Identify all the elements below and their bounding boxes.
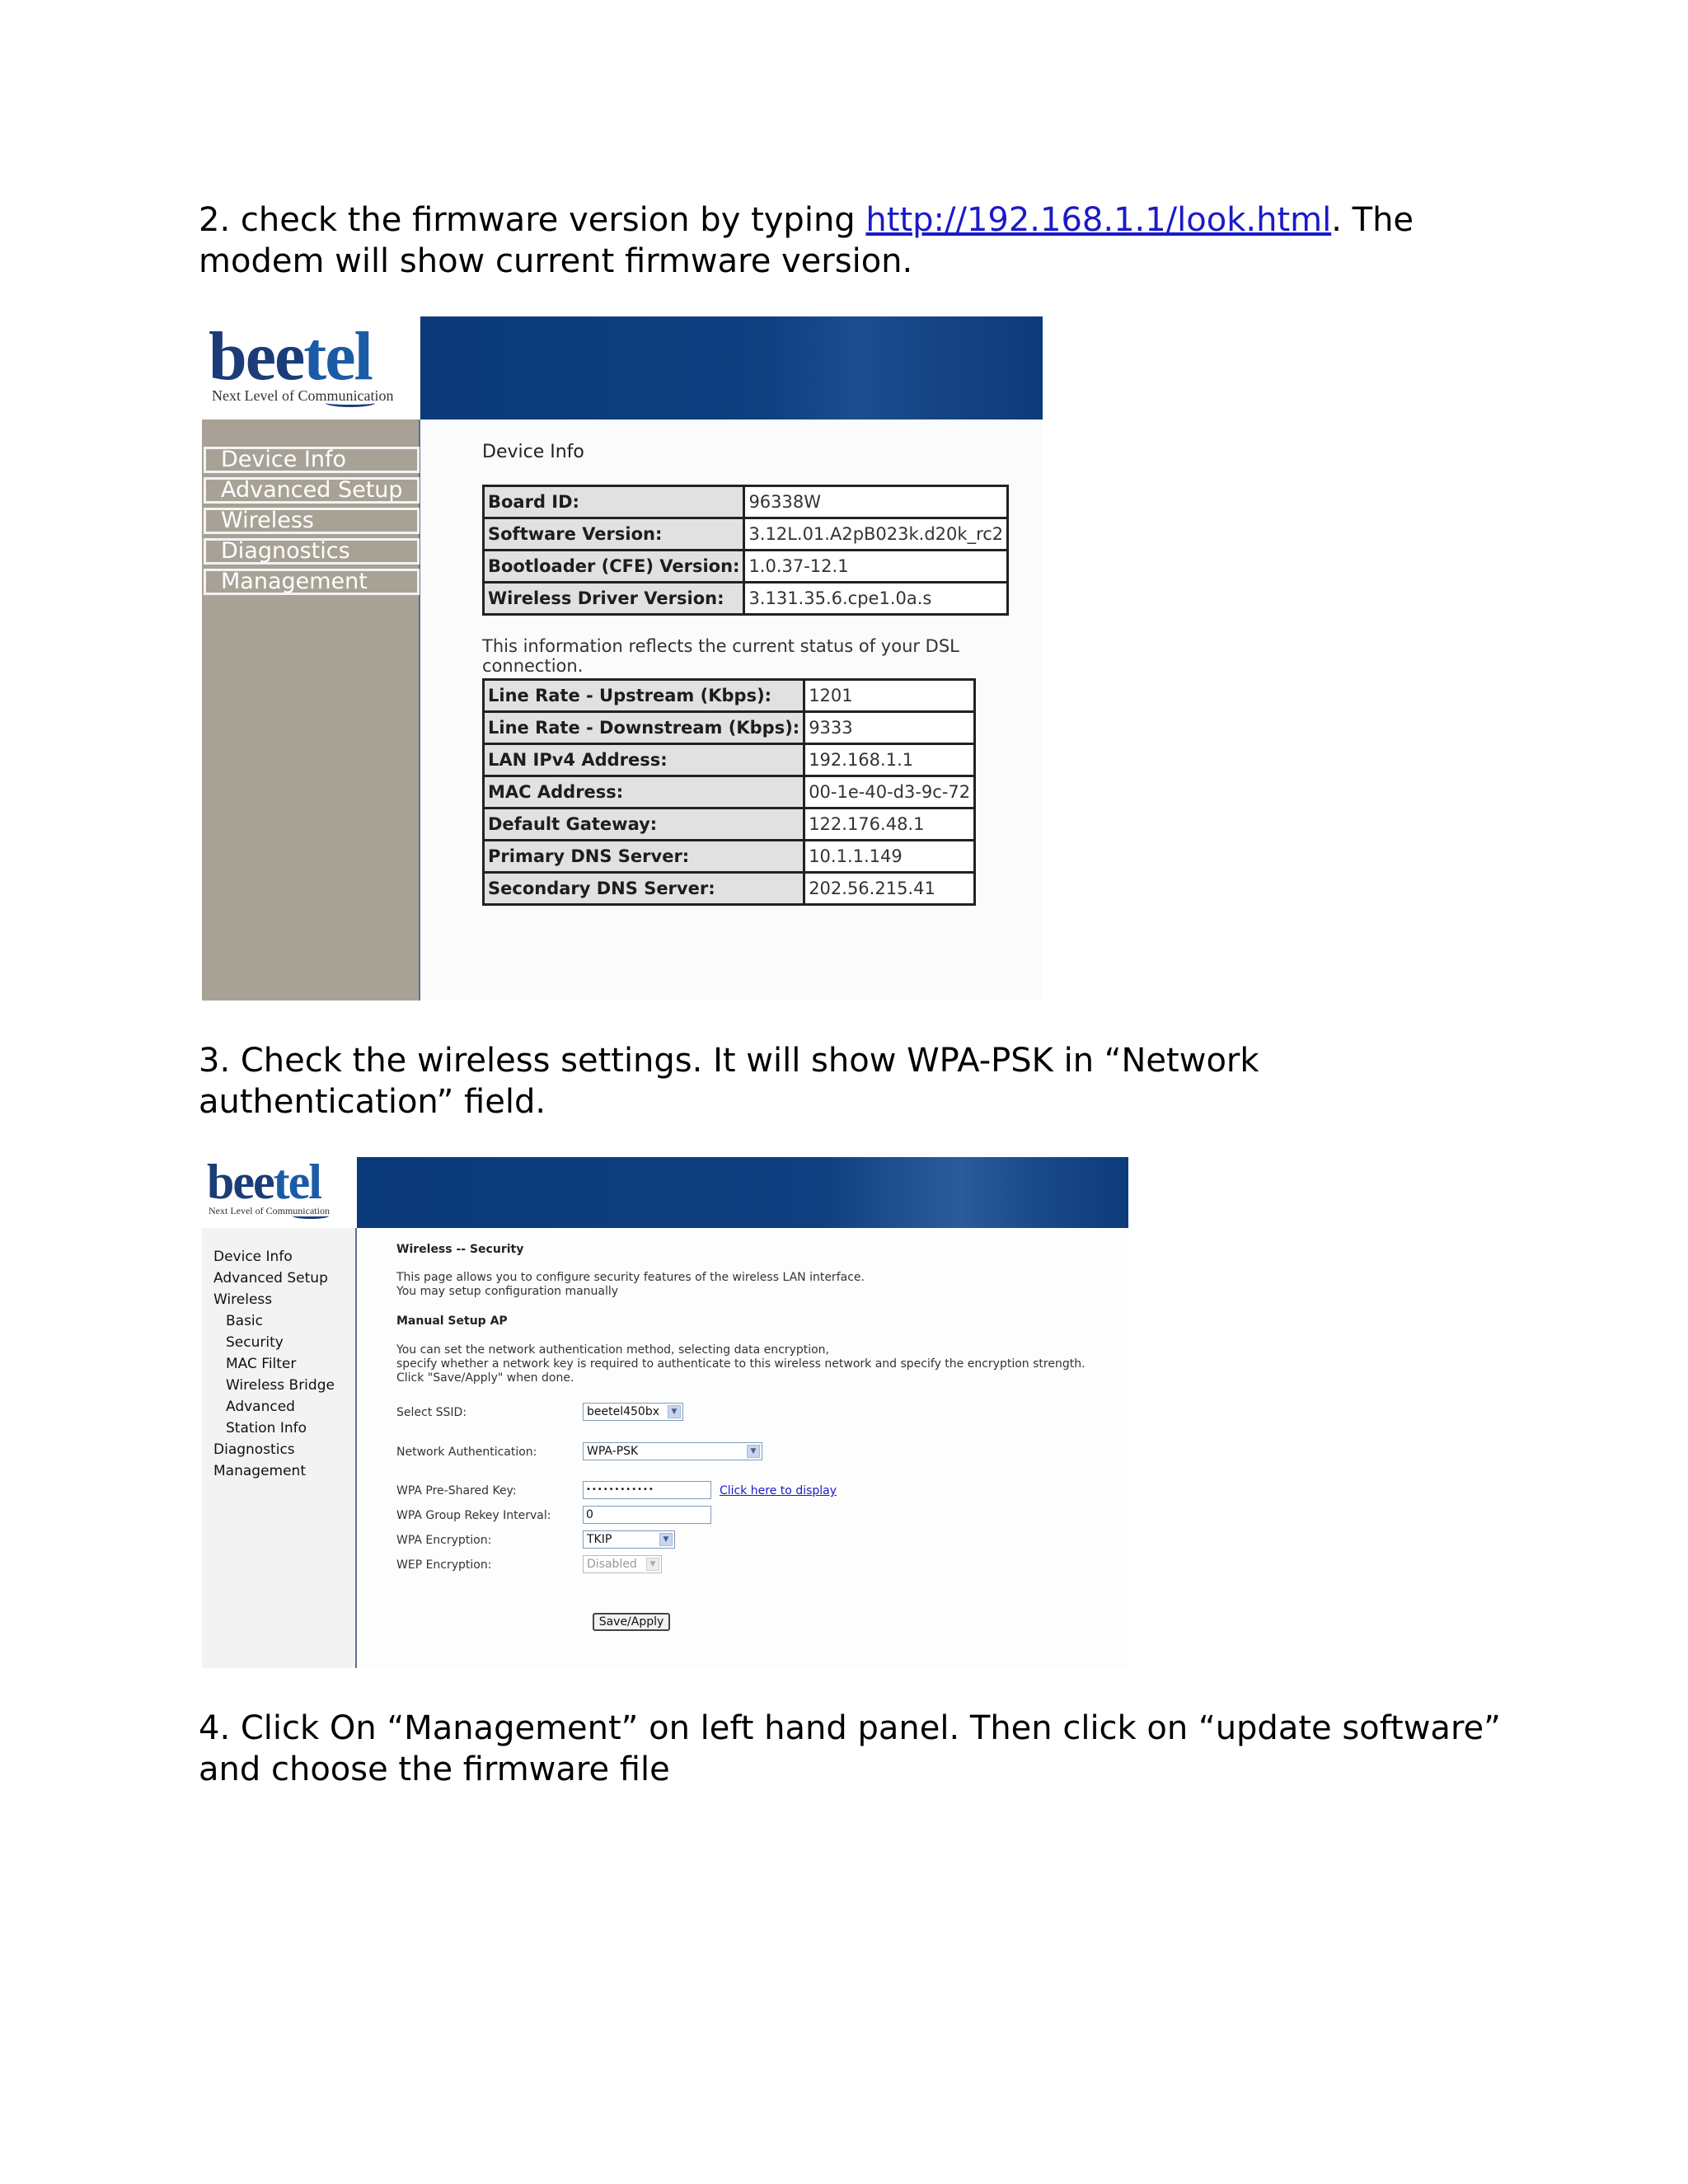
nav-wireless-bridge[interactable]: Wireless Bridge	[226, 1377, 335, 1394]
logo-swoosh	[326, 399, 375, 407]
desc-line-1: You can set the network authentication method, selecting data encryption,	[396, 1343, 830, 1357]
wpa-encryption-select[interactable]	[583, 1530, 675, 1549]
nav-diagnostics[interactable]: Diagnostics	[213, 1441, 295, 1458]
table-row	[484, 841, 975, 873]
wireless-security-screenshot	[202, 1157, 1128, 1668]
row-value: 9333	[804, 712, 975, 744]
row-key: Line Rate - Upstream (Kbps):	[484, 680, 804, 712]
row-value: 122.176.48.1	[804, 808, 975, 841]
logo-tagline: Next Level of Communication	[209, 1205, 330, 1216]
row-value: 1201	[804, 680, 975, 712]
network-auth-label: Network Authentication:	[396, 1446, 537, 1459]
row-key: Line Rate - Downstream (Kbps):	[484, 712, 804, 744]
device-info-table	[482, 485, 1009, 616]
table-row	[484, 680, 975, 712]
intro-line-1: This page allows you to configure security features of the wireless LAN interface.	[396, 1271, 865, 1284]
desc-line-3: Click "Save/Apply" when done.	[396, 1371, 574, 1385]
rekey-input[interactable]: 0	[583, 1506, 711, 1524]
logo-swoosh	[293, 1213, 329, 1219]
row-value: 202.56.215.41	[804, 873, 975, 905]
look-html-link[interactable]: http://192.168.1.1/look.html	[865, 201, 1332, 239]
logo-tagline: Next Level of Communication	[212, 387, 394, 404]
row-key: MAC Address:	[484, 776, 804, 808]
nav-wireless[interactable]: Wireless	[204, 508, 420, 534]
device-info-screenshot	[202, 316, 1043, 1001]
chevron-down-icon: ▼	[747, 1445, 760, 1458]
select-ssid-label: Select SSID:	[396, 1406, 467, 1419]
nav-advanced-setup[interactable]: Advanced Setup	[213, 1270, 328, 1286]
nav-wireless[interactable]: Wireless	[213, 1291, 273, 1308]
step2-text-after: . The modem will show current firmware version.	[199, 201, 1414, 280]
row-value: 1.0.37-12.1	[744, 551, 1008, 583]
nav-wireless-security[interactable]: Security	[226, 1334, 284, 1351]
table-row	[484, 486, 1008, 518]
ssid-select[interactable]	[583, 1403, 683, 1421]
logo-brand-a: bee	[209, 318, 304, 395]
table-row	[484, 744, 975, 776]
connection-status-table	[482, 678, 976, 906]
row-key: Primary DNS Server:	[484, 841, 804, 873]
network-auth-select[interactable]	[583, 1442, 762, 1460]
show-key-link[interactable]: Click here to display	[720, 1484, 837, 1497]
logo-brand-b: tel	[303, 318, 372, 395]
rekey-label: WPA Group Rekey Interval:	[396, 1509, 551, 1522]
ssid-select-value: beetel450bx	[587, 1405, 659, 1418]
row-value: 3.12L.01.A2pB023k.d20k_rc2	[744, 518, 1008, 551]
nav-wireless-station-info[interactable]: Station Info	[226, 1420, 307, 1436]
status-note: This information reflects the current status of your DSL connection.	[482, 636, 959, 676]
header-banner	[357, 1157, 1128, 1228]
table-row	[484, 583, 1008, 615]
beetel-logo	[202, 1157, 357, 1228]
step3-text: 3. Check the wireless settings. It will show WPA-PSK in “Network authentication” field.	[199, 1042, 1259, 1121]
row-key: Secondary DNS Server:	[484, 873, 804, 905]
save-apply-button[interactable]: Save/Apply	[593, 1613, 670, 1631]
wep-encryption-select[interactable]	[583, 1555, 662, 1573]
table-row	[484, 776, 975, 808]
logo-brand-b: tel	[273, 1157, 321, 1209]
row-key: Bootloader (CFE) Version:	[484, 551, 744, 583]
nav-device-info[interactable]: Device Info	[204, 447, 420, 473]
chevron-down-icon: ▼	[646, 1558, 659, 1571]
header-banner	[420, 316, 1043, 419]
table-row	[484, 712, 975, 744]
wep-encryption-value: Disabled	[587, 1558, 637, 1571]
section-title: Manual Setup AP	[396, 1315, 508, 1328]
nav-management[interactable]: Management	[204, 569, 420, 595]
row-value: 10.1.1.149	[804, 841, 975, 873]
nav-advanced-setup[interactable]: Advanced Setup	[204, 477, 420, 504]
row-key: Default Gateway:	[484, 808, 804, 841]
table-row	[484, 551, 1008, 583]
row-key: Software Version:	[484, 518, 744, 551]
nav-wireless-advanced[interactable]: Advanced	[226, 1399, 295, 1415]
nav-device-info[interactable]: Device Info	[213, 1249, 293, 1265]
nav-management[interactable]: Management	[213, 1463, 306, 1479]
row-value: 3.131.35.6.cpe1.0a.s	[744, 583, 1008, 615]
wpa-encryption-value: TKIP	[587, 1533, 612, 1546]
chevron-down-icon: ▼	[668, 1405, 681, 1418]
sidebar-nav	[204, 447, 420, 599]
table-row	[484, 808, 975, 841]
nav-wireless-basic[interactable]: Basic	[226, 1313, 264, 1329]
step2-text-before: 2. check the firmware version by typing	[199, 201, 866, 239]
network-auth-value: WPA-PSK	[587, 1445, 639, 1458]
row-key: Wireless Driver Version:	[484, 583, 744, 615]
intro-line-2: You may setup configuration manually	[396, 1285, 619, 1298]
row-value: 96338W	[744, 486, 1008, 518]
page-title: Wireless -- Security	[396, 1243, 524, 1256]
nav-diagnostics[interactable]: Diagnostics	[204, 538, 420, 565]
psk-label: WPA Pre-Shared Key:	[396, 1484, 517, 1497]
nav-wireless-mac-filter[interactable]: MAC Filter	[226, 1356, 297, 1372]
psk-input[interactable]: ••••••••••••	[583, 1481, 711, 1499]
row-key: LAN IPv4 Address:	[484, 744, 804, 776]
row-key: Board ID:	[484, 486, 744, 518]
row-value: 00-1e-40-d3-9c-72	[804, 776, 975, 808]
chevron-down-icon: ▼	[659, 1533, 673, 1546]
step2-text	[199, 199, 1501, 282]
beetel-logo	[202, 316, 420, 419]
sidebar-nav	[213, 1246, 335, 1482]
table-row	[484, 518, 1008, 551]
wpa-encryption-label: WPA Encryption:	[396, 1534, 492, 1547]
page-title: Device Info	[482, 442, 584, 462]
wep-encryption-label: WEP Encryption:	[396, 1558, 492, 1572]
logo-brand-a: bee	[207, 1157, 274, 1209]
step4-text: 4. Click On “Management” on left hand panel. Then click on “update software” and choose the firmware file	[199, 1709, 1501, 1788]
desc-line-2: specify whether a network key is required to authenticate to this wireless network and specify the encryption strength.	[396, 1357, 1085, 1371]
row-value: 192.168.1.1	[804, 744, 975, 776]
table-row	[484, 873, 975, 905]
